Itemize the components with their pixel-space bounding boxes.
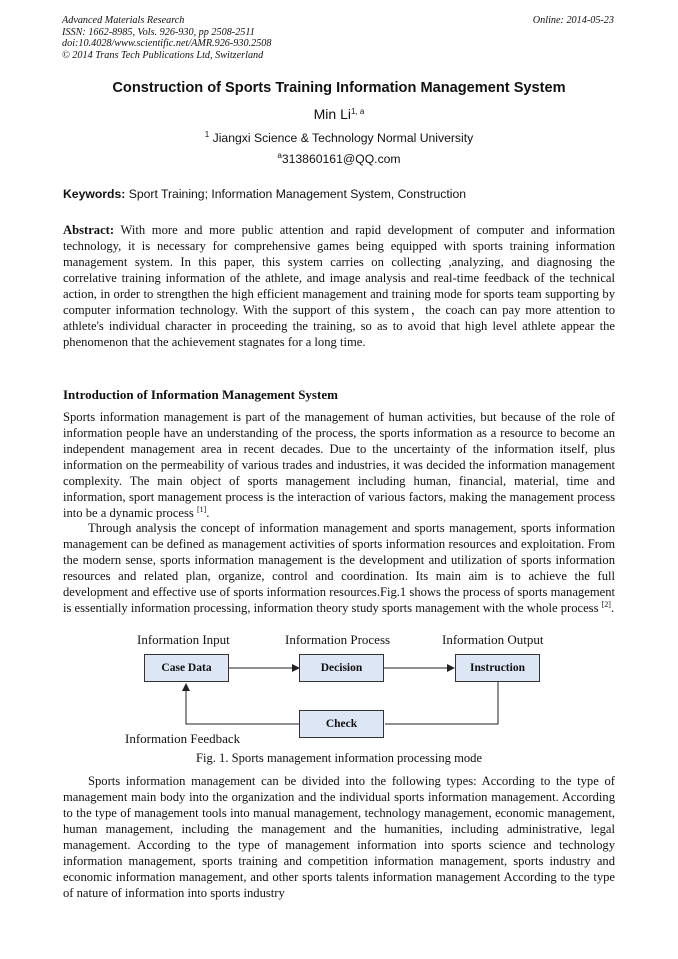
citation-2: [2] (601, 600, 611, 609)
box-decision: Decision (299, 654, 384, 682)
doi-line: doi:10.4028/www.scientific.net/AMR.926-930.2508 (62, 38, 272, 49)
paragraph-1 (63, 409, 615, 521)
copyright-line: © 2014 Trans Tech Publications Ltd, Switzerland (62, 49, 264, 61)
affiliation-line (0, 131, 678, 145)
online-date: Online: 2014-05-23 (532, 15, 614, 26)
keywords (63, 187, 615, 201)
label-information-process: Information Process (285, 632, 391, 647)
email-address: 313860161@QQ.com (281, 152, 401, 166)
email-line (0, 152, 678, 166)
box-case-data: Case Data (144, 654, 229, 682)
label-information-output: Information Output (442, 632, 544, 647)
figure-caption: Fig. 1. Sports management information processing mode (195, 751, 483, 765)
arrow-instruction-to-check (385, 682, 498, 724)
page-header (62, 15, 614, 61)
paragraph-1-text: Sports information management is part of the management of human activities, but because of the role of information people have an understanding of the process, the sports information as a resource to become an independent management area in recent decades. Due to the uncertainty of the information itself, plus information on the permeability of various trades and industries, it was decided the information management complexity. The main object of sports management including human, financial, material, time and information, sport management process is the interaction of various factors, making the management process into be a dynamic process (63, 410, 615, 520)
abstract-label: Abstract: (63, 223, 115, 237)
paper-title: Construction of Sports Training Information Management System (112, 80, 566, 96)
keywords-label: Keywords: (63, 187, 126, 201)
affiliation-superscript: 1 (204, 130, 210, 139)
paragraph-2-end: . (610, 601, 615, 615)
section-heading: Introduction of Information Management System (63, 387, 338, 402)
label-information-feedback: Information Feedback (125, 731, 241, 746)
abstract-text: With more and more public attention and rapid development of computer and information technology, it is necessary for comprehensive games being equipped with sports training information management system. In this paper, this system carries on collecting ,analyzing, and diagnosing the correlative training information of the athlete, and image analysis and real-time feedback of the technical action, in order to strengthen the high efficient management and training mode for sports team supporting by computer information technology. With the support of this system，the coach can pay more attention to athlete's individual character in proceeding the training, so as to avoid that high level athlete appear the phenomenon that the achievement stagnates for a long time. (63, 223, 615, 349)
affiliation-name: Jiangxi Science & Technology Normal University (212, 131, 474, 145)
issn-line: ISSN: 1662-8985, Vols. 926-930, pp 2508-2511 (62, 26, 255, 38)
paragraph-2 (63, 520, 615, 616)
journal-name: Advanced Materials Research (62, 15, 185, 26)
keywords-text: Sport Training; Information Management System, Construction (128, 187, 467, 201)
author-line (0, 106, 678, 122)
email-superscript: a (277, 151, 282, 160)
paragraph-1-end: . (206, 506, 210, 520)
arrow-check-to-case (186, 684, 299, 724)
author-superscript: 1, a (351, 107, 365, 116)
author-name: Min Li (313, 106, 351, 122)
box-check: Check (299, 710, 384, 738)
paragraph-3: Sports information management can be divided into the following types: According to the type of management main body into the organization and the individual sports information management. According to the type of management tools into manual management, technology management, economic management, human management, including the management and the humanities, including administrative, legal management. According to the type of management information into sports science and technology information management, sports training and competition information management, sports industry and economic information management, and other sports talents information management According to the type of nature of information into sports industry (63, 774, 615, 900)
paragraph-2-text: Through analysis the concept of information management and sports management, sports information management can be defined as management activities of sports information resources and exploitation. From the modern sense, sports information management is the development and utilization of sports information resources and related plan, organize, control and coordination. Its main aim is to achieve the full development and effective use of sports information resources.Fig.1 shows the process of sports management is essentially information processing, information theory study sports management with the whole process (63, 521, 615, 615)
citation-1: [1] (196, 505, 207, 514)
box-instruction: Instruction (455, 654, 540, 682)
label-information-input: Information Input (137, 632, 230, 647)
abstract (63, 222, 615, 350)
flow-diagram (100, 630, 580, 765)
